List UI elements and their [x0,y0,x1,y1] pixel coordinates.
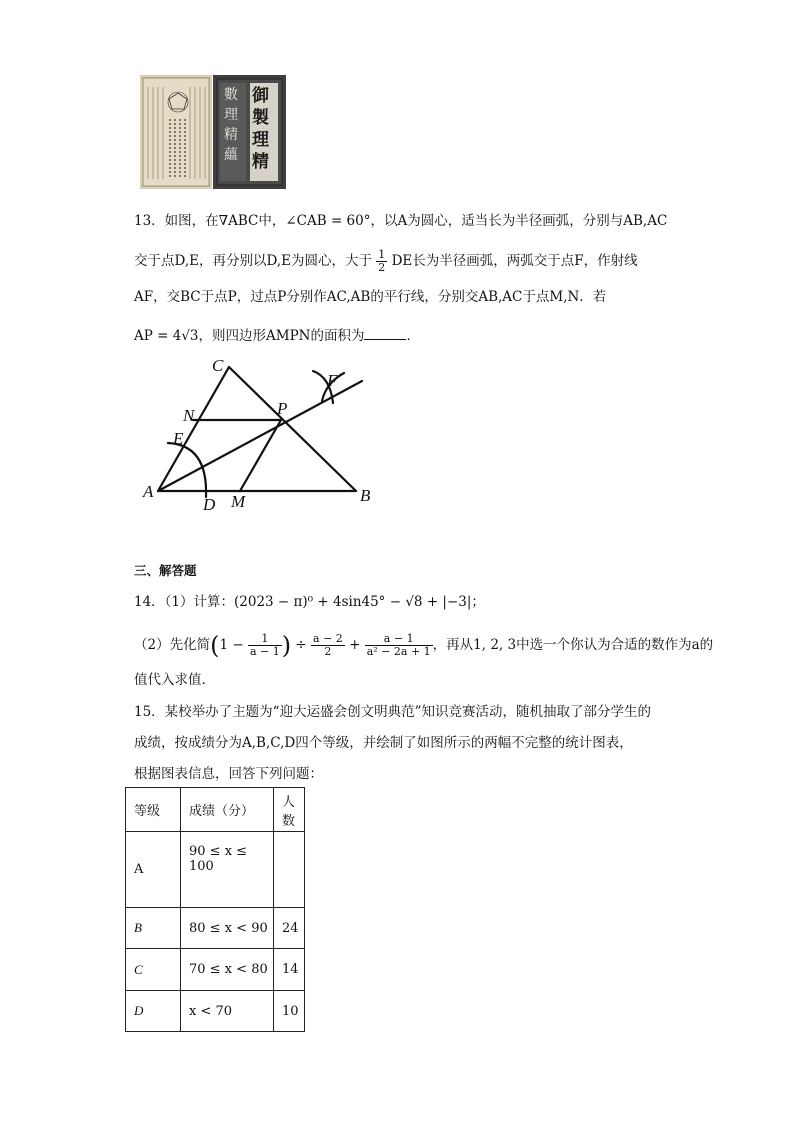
row-count: 24 [274,908,305,949]
q14-part2: （2）先化简(1 − $\frac{1}{a - 1}$ ) ÷ $\frac{a - 2}{2}$ + $\frac{a - 1}{\text{a² − 2a + 1}}$ ，再从1, 2, 3中选一个你认为合适的数作为a的 [134,631,714,660]
row-grade: A [126,832,181,908]
label-a: A [143,482,154,501]
table-row [126,991,305,1032]
q14-frac-1 [248,633,282,658]
svg-text:理: 理 [252,130,269,150]
label-d: D [203,495,216,514]
q13-line4 [134,325,420,346]
q13-line4-pre: AP = 4√3，则四边形AMPN的面积为 [134,328,365,344]
row-grade: C [126,949,181,991]
svg-text:精: 精 [224,127,238,143]
answer-blank[interactable] [364,325,406,340]
score-table [125,787,305,1032]
q14-plus: + [349,637,361,653]
table-row [126,949,305,991]
book-photo-graphic [140,75,286,189]
q13-line2-post: DE长为半径画弧，两弧交于点F，作射线 [391,253,638,269]
q14-part2-line2: 值代入求值. [134,672,206,688]
label-m: M [231,492,246,511]
row-range: 90 ≤ x ≤ 100 [181,832,274,908]
book-photo [140,75,286,189]
label-p: P [277,399,288,418]
svg-text:數: 數 [224,87,238,103]
label-e: E [173,429,184,448]
segment-mp [240,420,281,491]
q14-part2-pre: （2）先化简 [134,637,211,653]
row-range: 80 ≤ x < 90 [181,908,274,949]
q13-line2 [134,249,638,274]
q14-frac-3-num: a − 1 [365,633,433,646]
geometry-figure [130,355,390,515]
q13-half-fraction [376,249,387,274]
row-count: 14 [274,949,305,991]
q14-div: ÷ [295,637,307,653]
q13-line4-post: ． [406,328,420,344]
table-header-row [126,788,305,832]
label-c: C [212,356,224,375]
geometry-figure-svg [130,355,390,515]
svg-text:理: 理 [224,107,238,123]
row-grade: D [126,991,181,1032]
q14-frac-1-den: a − 1 [249,645,280,658]
q14-frac-3-den: a² − 2a + 1 [366,645,431,658]
row-grade: B [126,908,181,949]
row-count [274,832,305,908]
q13-frac-num: 1 [378,248,386,261]
q14-frac-2-den: 2 [324,645,332,658]
q14-part2-post: ，再从1, 2, 3中选一个你认为合适的数作为a的 [432,637,714,653]
q14-frac-2 [311,633,345,658]
q14-frac-3 [365,633,433,658]
table-row [126,908,305,949]
q13-line3: AF，交BC于点P，过点P分别作AC,AB的平行线，分别交AB,AC于点M,N．若 [134,289,607,305]
row-range: x < 70 [181,991,274,1032]
svg-text:精: 精 [252,152,269,172]
svg-text:蘊: 蘊 [224,147,238,163]
table-row [126,832,305,908]
label-b: B [360,486,371,505]
q15-line2: 成绩，按成绩分为A,B,C,D四个等级，并绘制了如图所示的两幅不完整的统计图表， [134,735,633,751]
header-count: 人数 [274,788,305,832]
section-title: 三、解答题 [134,563,197,578]
svg-text:御: 御 [252,86,269,106]
q14-frac-2-num: a − 2 [313,632,343,645]
label-f: F [327,371,338,390]
svg-text:製: 製 [252,108,269,128]
q15-line3: 根据图表信息，回答下列问题： [134,766,323,782]
q13-frac-den: 2 [378,261,386,274]
header-grade: 等级 [126,788,181,832]
q15-line1: 15．某校举办了主题为“迎大运盛会创文明典范”知识竞赛活动，随机抽取了部分学生的 [134,704,651,720]
row-count: 10 [274,991,305,1032]
q13-line1: 13．如图，在∇ABC中，∠CAB = 60°，以A为圆心，适当长为半径画弧，分别与AB,AC [134,213,668,229]
row-range: 70 ≤ x < 80 [181,949,274,991]
q14-term-a: 1 − [219,637,244,653]
q14-frac-1-num: 1 [248,633,282,646]
q13-line2-pre: 交于点D,E，再分别以D,E为圆心，大于 [134,253,372,269]
label-n: N [183,406,195,425]
q14-part1: 14．（1）计算：(2023 − π)⁰ + 4sin45° − √8 + |−3|； [134,594,485,610]
arc-de [168,443,206,497]
header-score: 成绩（分） [181,788,274,832]
